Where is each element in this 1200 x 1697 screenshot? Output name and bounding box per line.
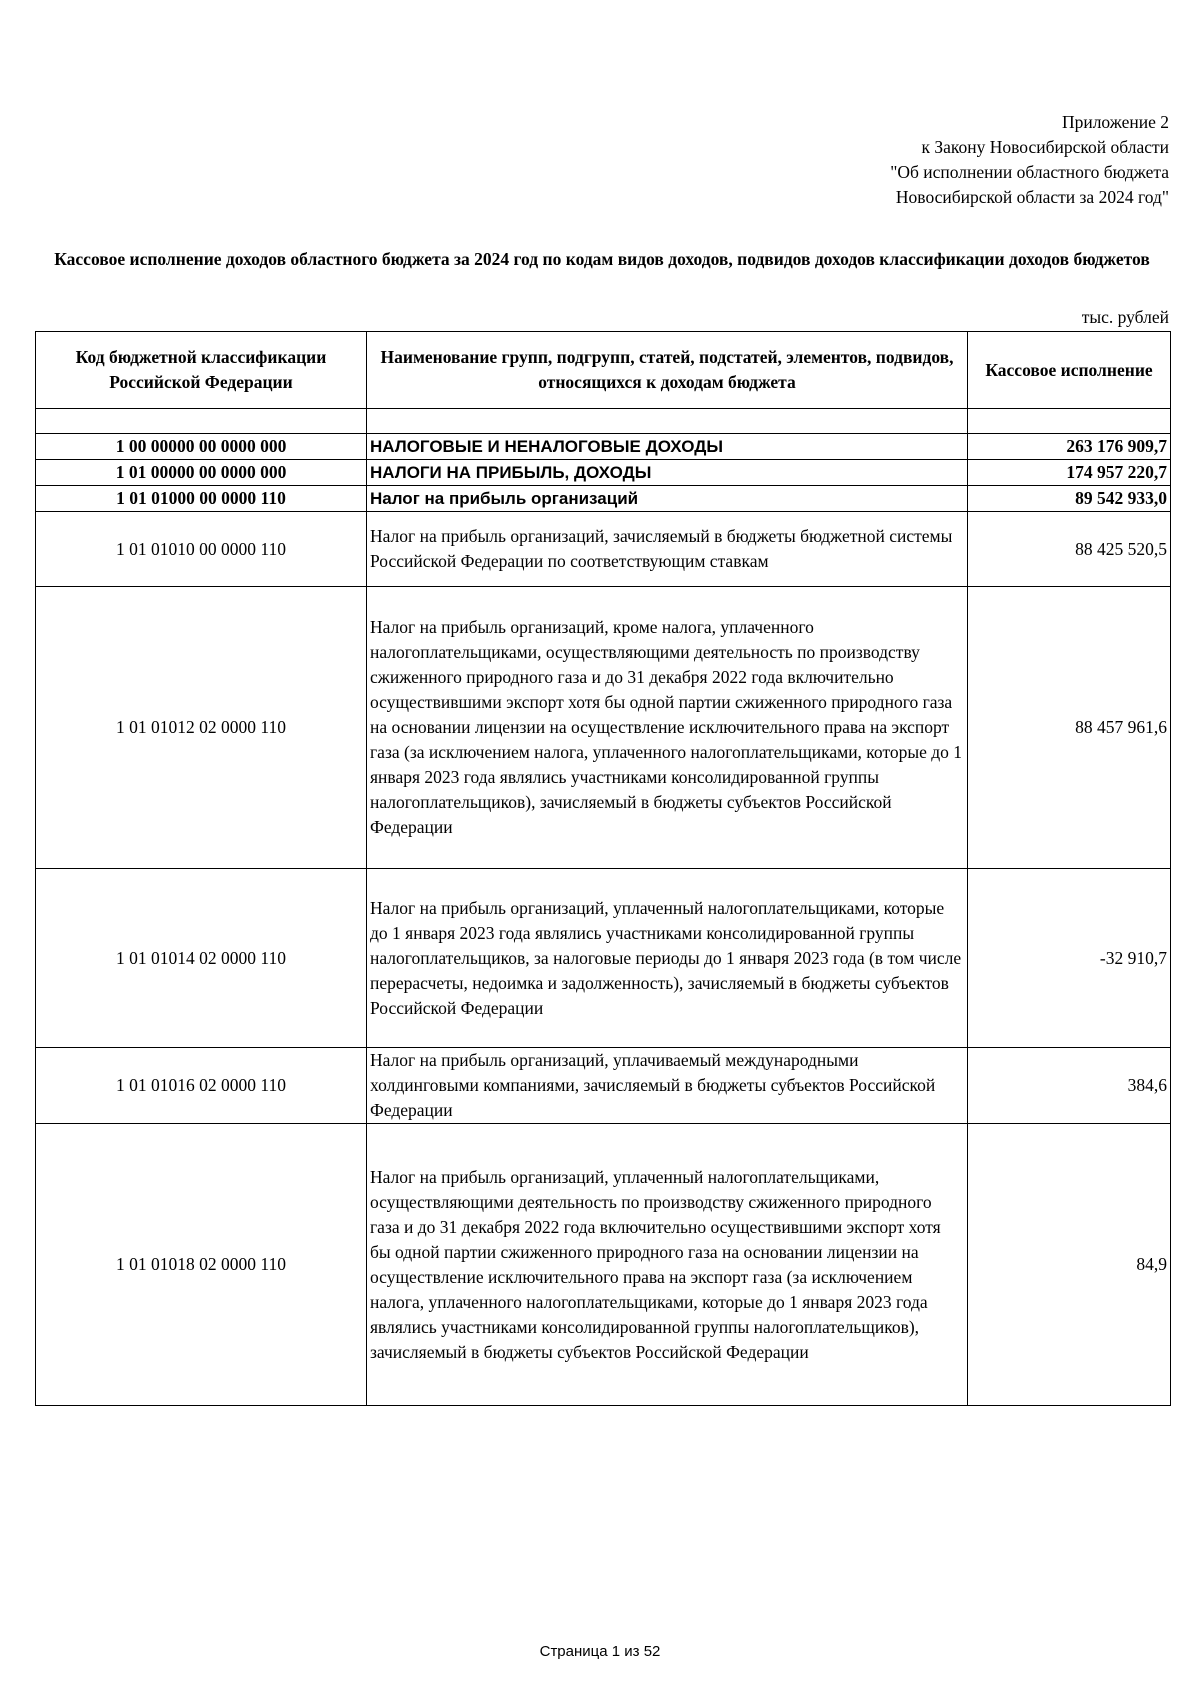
appendix-line: Приложение 2 xyxy=(1061,112,1169,132)
page-number: Страница 1 из 52 xyxy=(539,1643,661,1660)
row-value: 263 176 909,7 xyxy=(968,434,1171,460)
row-code: 1 01 01010 00 0000 110 xyxy=(36,512,367,587)
row-name: Налог на прибыль организаций xyxy=(367,486,968,512)
row-code: 1 01 01000 00 0000 110 xyxy=(36,486,367,512)
row-value: -32 910,7 xyxy=(968,869,1171,1048)
row-value: 174 957 220,7 xyxy=(968,460,1171,486)
table-row xyxy=(36,1124,1171,1406)
table-header-row xyxy=(36,332,1171,409)
table-row xyxy=(36,512,1171,587)
appendix-line: Новосибирской области за 2024 год" xyxy=(895,187,1169,207)
empty-cell xyxy=(36,409,367,434)
row-value: 88 425 520,5 xyxy=(968,512,1171,587)
row-code: 1 00 00000 00 0000 000 xyxy=(36,434,367,460)
header-value: Кассовое исполнение xyxy=(968,332,1171,409)
table-row xyxy=(36,460,1171,486)
table-row xyxy=(36,869,1171,1048)
row-name: Налог на прибыль организаций, уплаченный налогоплательщиками, которые до 1 января 2023 года являлись участниками консолидированной группы налогоплательщиков, за налоговые периоды до 1 января 2023 года (в том числе перерасчеты, недоимка и задолженность), зачисляемый в бюджеты субъектов Российской Федерации xyxy=(367,869,968,1048)
table-row xyxy=(36,486,1171,512)
appendix-note xyxy=(890,110,1169,210)
empty-cell xyxy=(968,409,1171,434)
row-name: Налог на прибыль организаций, кроме налога, уплаченного налогоплательщиками, осуществляющими деятельность по производству сжиженного природного газа и до 31 декабря 2022 года включительно осуществившими экспорт хотя бы одной партии сжиженного природного газа на основании лицензии на осуществление исключительного права на экспорт газа (за исключением налога, уплаченного налогоплательщиками, которые до 1 января 2023 года являлись участниками консолидированной группы налогоплательщиков), зачисляемый в бюджеты субъектов Российской Федерации xyxy=(367,587,968,869)
row-code: 1 01 00000 00 0000 000 xyxy=(36,460,367,486)
row-name: Налог на прибыль организаций, уплачиваемый международными холдинговыми компаниями, зачисляемый в бюджеты субъектов Российской Федерации xyxy=(367,1048,968,1124)
table-spacer-row xyxy=(36,409,1171,434)
header-code: Код бюджетной классификации Российской Федерации xyxy=(36,332,367,409)
document-title: Кассовое исполнение доходов областного бюджета за 2024 год по кодам видов доходов, подвидов доходов классификации доходов бюджетов xyxy=(54,249,1150,269)
row-name: НАЛОГИ НА ПРИБЫЛЬ, ДОХОДЫ xyxy=(367,460,968,486)
row-code: 1 01 01018 02 0000 110 xyxy=(36,1124,367,1406)
row-name: Налог на прибыль организаций, уплаченный налогоплательщиками, осуществляющими деятельность по производству сжиженного природного газа и до 31 декабря 2022 года включительно осуществившими экспорт хотя бы одной партии сжиженного природного газа на основании лицензии на осуществление исключительного права на экспорт газа (за исключением налога, уплаченного налогоплательщиками, которые до 1 января 2023 года являлись участниками консолидированной группы налогоплательщиков), зачисляемый в бюджеты субъектов Российской Федерации xyxy=(367,1124,968,1406)
table-row xyxy=(36,434,1171,460)
row-code: 1 01 01016 02 0000 110 xyxy=(36,1048,367,1124)
row-value: 88 457 961,6 xyxy=(968,587,1171,869)
row-value: 84,9 xyxy=(968,1124,1171,1406)
row-value: 384,6 xyxy=(968,1048,1171,1124)
appendix-line: "Об исполнении областного бюджета xyxy=(890,162,1169,182)
appendix-line: к Закону Новосибирской области xyxy=(921,137,1169,157)
table-row xyxy=(36,1048,1171,1124)
row-name: НАЛОГОВЫЕ И НЕНАЛОГОВЫЕ ДОХОДЫ xyxy=(367,434,968,460)
row-code: 1 01 01012 02 0000 110 xyxy=(36,587,367,869)
header-name: Наименование групп, подгрупп, статей, подстатей, элементов, подвидов, относящихся к доходам бюджета xyxy=(367,332,968,409)
row-name: Налог на прибыль организаций, зачисляемый в бюджеты бюджетной системы Российской Федерации по соответствующим ставкам xyxy=(367,512,968,587)
revenue-table xyxy=(35,331,1171,1406)
empty-cell xyxy=(367,409,968,434)
row-value: 89 542 933,0 xyxy=(968,486,1171,512)
row-code: 1 01 01014 02 0000 110 xyxy=(36,869,367,1048)
units-label: тыс. рублей xyxy=(1081,307,1169,327)
table-row xyxy=(36,587,1171,869)
